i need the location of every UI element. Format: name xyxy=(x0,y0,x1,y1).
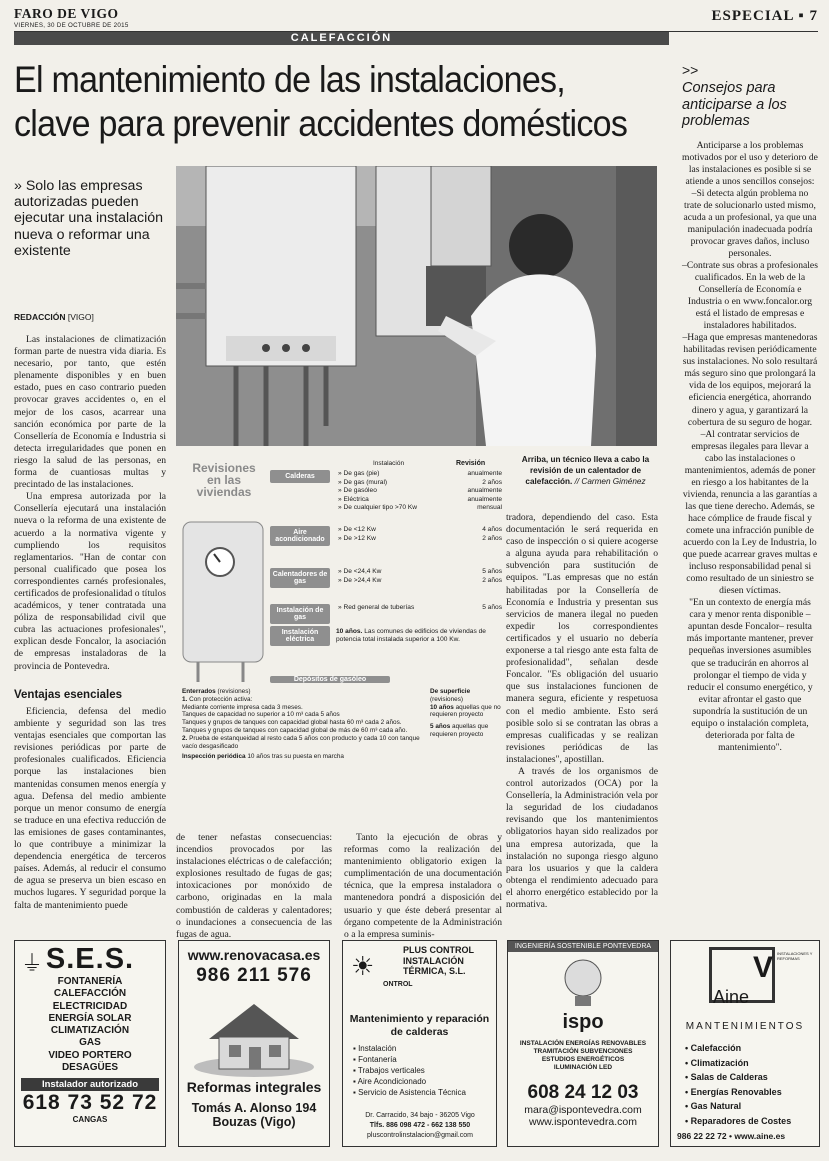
aine-web: www.aine.es xyxy=(734,1131,786,1141)
row-bullet: » xyxy=(338,534,344,542)
aine-service: Energías Renovables xyxy=(690,1086,782,1097)
special-label: ESPECIAL xyxy=(711,8,794,24)
title-line-2: clave para prevenir accidentes domésticos xyxy=(14,103,628,144)
sidebar-paragraph: "En un contexto de energía más cara y menor renta disponible –apuntan desde Foncalor– resulta más importante mantener, prever pequeñas inversiones asumibles que se traducirán en ahorros al prolongar el tiempo de vida y reducir el consumo energético, y evitar afrontar el gasto que supondría la sustitución de un equipo o instalación completa, deteriorada por falta de mantenimiento". xyxy=(686,597,814,753)
electric-period: 10 años. xyxy=(336,628,363,635)
article-title xyxy=(14,58,676,146)
ispo-services xyxy=(508,1040,658,1072)
plus-email: pluscontrolinstalacion@gmail.com xyxy=(367,1132,473,1139)
revision-group-name: Calentadores de gas xyxy=(270,568,330,588)
surface-2-text: aquellas que requieren proyecto xyxy=(430,723,489,738)
renova-address-1: Tomás A. Alonso 194 xyxy=(191,1101,317,1115)
ses-service: DESAGÜES xyxy=(61,1062,119,1074)
plus-name-2: INSTALACIÓN xyxy=(403,955,464,966)
revision-period: anualmente xyxy=(467,495,502,503)
plus-address: Dr. Carracido, 34 bajo - 36205 Vigo xyxy=(365,1112,475,1119)
ispo-logo: ispo xyxy=(562,1011,604,1033)
ispo-service: TRAMITACIÓN SUBVENCIONES xyxy=(533,1048,633,1055)
revision-installation: De gasóleo xyxy=(343,487,377,495)
ad-plus-control xyxy=(342,940,497,1147)
ad-renovacasa xyxy=(178,940,330,1147)
article-column-5 xyxy=(506,512,658,911)
section-bar: CALEFACCIÓN xyxy=(14,32,669,45)
revision-row xyxy=(338,470,502,478)
plus-service: Servicio de Asistencia Técnica xyxy=(358,1088,466,1097)
sidebar-paragraph: –Si detecta algún problema no trate de solucionarlo usted mismo, acuda a un profesional, ya que una manipulación inadecuada podría provocar graves daños, incluso personales. xyxy=(683,187,817,259)
revision-installation: De cualquier tipo >70 Kw xyxy=(343,504,417,512)
photo-caption xyxy=(514,455,657,487)
revision-installation: De <24,4 Kw xyxy=(343,568,382,575)
aine-service: Salas de Calderas xyxy=(690,1072,768,1082)
paragraph: Las instalaciones de climatización forman parte de nuestra vida diaria. Es necesario, por tanto, que estén plenamente disponibles y en buen estado, pues en caso contrario pueden provocar graves accidentes o, en el mejor de los casos, acarrear una sanción económica por parte de la Consellería de Economía e Industria si detecta irregularidades que ponen en riesgo la salud de las personas, en forma de cuantiosas multas y precintado de las instalaciones. xyxy=(14,334,166,491)
ses-name: S.E.S. xyxy=(45,943,135,975)
revision-row xyxy=(338,577,502,585)
ses-service: CLIMATIZACIÓN xyxy=(50,1025,130,1037)
revision-row xyxy=(338,496,502,504)
electric-description: Las comunes de edificios de viviendas de potencia total instalada superior a 100 Kw. xyxy=(336,628,486,643)
revision-row xyxy=(338,479,502,487)
ispo-phone: 608 24 12 03 xyxy=(527,1082,639,1103)
renova-address-2: Bouzas (Vigo) xyxy=(212,1115,296,1129)
revision-row xyxy=(338,526,502,534)
plus-name-3: TÉRMICA, S.L. xyxy=(403,966,466,976)
plus-service: Instalación xyxy=(358,1044,397,1053)
row-bullet: » xyxy=(338,604,344,611)
buried-line: Tanques de capacidad no superior a 10 m³ cada 5 años xyxy=(182,711,340,719)
ses-service: FONTANERÍA xyxy=(57,976,123,987)
aine-subtitle: MANTENIMIENTOS xyxy=(685,1021,805,1032)
revision-installation: De >24,4 Kw xyxy=(343,576,382,584)
ses-city: CANGAS xyxy=(72,1115,108,1125)
revision-installation: De <12 Kw xyxy=(343,526,376,533)
boiler-icon xyxy=(178,492,268,682)
plus-service: Aire Acondicionado xyxy=(357,1077,427,1086)
plus-contact xyxy=(345,1111,495,1141)
revision-installation: Eléctrica xyxy=(343,495,369,503)
plus-name xyxy=(403,945,474,977)
revision-group-name: Aire acondicionado xyxy=(270,526,330,546)
page-header xyxy=(14,6,818,32)
plus-tagline: Mantenimiento y reparación de calderas xyxy=(349,1013,490,1038)
photo-illustration xyxy=(176,166,657,446)
publication-date: VIERNES, 30 DE OCTUBRE DE 2015 xyxy=(14,22,129,29)
ad-aine xyxy=(670,940,820,1147)
paragraph: A través de los organismos de control autorizados (OCA) por la Consellería, la Administración vela por la seguridad de los ciudadanos revisando que los mantenimientos obligatorios hayan sido realizados por una empresa autorizada, que la instalación no suponga riesgo alguno para los usuarios y que la caldera obtenga el rendimiento adecuado para el ahorro energético establecido por la normativa. xyxy=(506,765,658,910)
ses-service: ELECTRICIDAD xyxy=(52,1000,128,1012)
renova-phone: 986 211 576 xyxy=(196,965,312,986)
revision-installation: Red general de tuberías xyxy=(343,604,415,611)
buried-1-head: Con protección activa: xyxy=(189,695,253,703)
ses-service: GAS xyxy=(79,1037,101,1049)
lightbulb-icon xyxy=(553,956,613,1012)
byline-name: REDACCIÓN xyxy=(14,312,66,322)
revision-period: 2 años xyxy=(482,576,502,584)
paragraph: Una empresa autorizada por la Consellería ejecutará una instalación nueva o la reforma de una existente de acuerdo a la normativa vigente y cumpliendo los requisitos reglamentarios. "Han de contar con personal cualificado que posea los correspondientes carnés profesionales, certificados de profesionalidad o títulos académicos, y tener contratada una póliza de responsabilidad civil que cubra las actuaciones profesionales", explican desde Foncalor, la asociación de empresas instaladoras de la provincia de Pontevedra. xyxy=(14,491,166,672)
infographic-title: Revisiones en las viviendas xyxy=(192,461,256,499)
aine-service: Calefacción xyxy=(690,1043,742,1053)
revision-row xyxy=(338,487,502,495)
flame-icon: ☀ xyxy=(351,951,375,981)
aine-v-mark: V xyxy=(753,951,774,984)
buried-1-num: 1. xyxy=(182,695,188,703)
row-bullet: » xyxy=(338,576,344,584)
buried-tanks xyxy=(182,688,422,761)
ispo-header: INGENIERÍA SOSTENIBLE PONTEVEDRA xyxy=(508,941,658,952)
ispo-web: www.ispontevedra.com xyxy=(529,1116,637,1128)
revision-period: 2 años xyxy=(482,478,502,486)
revision-period: 2 años xyxy=(482,534,502,542)
revisions-infographic xyxy=(178,456,504,816)
row-bullet: » xyxy=(338,568,344,575)
surface-title: De superficie xyxy=(430,688,471,695)
revision-row xyxy=(338,568,502,576)
buried-2-num: 2. xyxy=(182,734,188,742)
tanks-title: Depósitos de gasóleo xyxy=(270,676,390,683)
col-revision-header: Revisión xyxy=(456,460,486,467)
buried-line: Mediante corriente impresa cada 3 meses. xyxy=(182,703,303,711)
revision-installation: De >12 Kw xyxy=(343,534,376,542)
paragraph: tradora, dependiendo del caso. Esta documentación le será requerida en caso de inspección o si quiere acogerse a alguna ayuda para rehabilitación o subvención para sustitución de equipos. "Las empresas que no están habilitadas por la Consellería de Economía e Industria y presentan sus servicios de manera ilegal no pueden expedir los correspondientes certificados y el usuario no debería exponerse a tal riesgo ante esta falta de profesionalidad", señalan desde Foncalor. "Es obligación del usuario que sus instalaciones funcionen de manera segura, eficiente y respetuosa con el medio ambiente. Esto será posible solo si se contratan las obras a empresas cualificadas y se realizan revisiones periódicas de las instalaciones", apostillan. xyxy=(506,512,658,765)
aine-service: Reparadores de Costes xyxy=(690,1115,792,1126)
publication-name: FARO DE VIGO xyxy=(14,6,119,21)
aine-tagline: INSTALACIONES Y REFORMAS xyxy=(777,951,813,961)
surface-1-period: 10 años xyxy=(430,703,454,711)
row-bullet: » xyxy=(338,470,344,477)
article-column-1b xyxy=(14,706,166,912)
revision-row xyxy=(338,504,502,512)
revision-period: mensual xyxy=(477,504,502,512)
surface-tanks xyxy=(430,688,502,739)
row-bullet: » xyxy=(338,504,344,512)
aine-phone: 986 22 22 72 xyxy=(677,1131,727,1141)
aine-logo: Aine xyxy=(713,987,750,1007)
technician-photo xyxy=(176,166,657,446)
sidebar-arrows: >> xyxy=(682,62,699,78)
plus-service: Trabajos verticales xyxy=(357,1066,425,1075)
revision-installation: De gas (mural) xyxy=(343,478,388,486)
sidebar-paragraph: Anticiparse a los problemas motivados por el uso y deterioro de las instalaciones es posible si se atiende a unos sencillos consejos: xyxy=(682,139,818,187)
sidebar-tips xyxy=(682,62,818,754)
row-bullet: » xyxy=(338,526,344,533)
surface-sub: (revisiones) xyxy=(430,695,464,703)
periodic-text: 10 años tras su puesta en marcha xyxy=(247,753,344,761)
ispo-service: INSTALACIÓN ENERGÍAS RENOVABLES xyxy=(519,1040,647,1047)
plus-phones: Tlfs. 886 098 472 - 662 138 550 xyxy=(369,1122,471,1129)
revision-row xyxy=(338,604,502,612)
paragraph: de tener nefastas consecuencias: incendios provocados por las instalaciones eléctricas o de calefacción; explosiones resultado de fugas de gas; intoxicaciones por monóxido de carbono, originadas en la mala combustión de calderas y calentadores; o inundaciones a consecuencia de las fugas de agua. xyxy=(176,832,332,940)
revision-period: 5 años xyxy=(482,604,502,611)
buried-2-text: Prueba de estanqueidad al resto cada 5 años con producto y cada 10 con tanque vacío desgasificado xyxy=(182,734,420,750)
renova-web: www.renovacasa.es xyxy=(187,947,321,963)
aine-service: Climatización xyxy=(690,1057,749,1068)
col-installation-header: Instalación xyxy=(373,460,405,467)
sidebar-paragraph: –Al contratar servicios de empresas ilegales para llevar a cabo las instalaciones o mantenimientos, además de poner en riesgo a los habitantes de la vivienda, renuncia a las garantías a las que tiene derecho. Además, se hace cómplice de fraude fiscal y comete una infracción punible de acuerdo con la Ley de Industria, lo que puede acarrear graves multas e incluso responsabilidad penal si como resultado de un siniestro se diesen víctimas. xyxy=(682,428,818,597)
revision-group xyxy=(270,568,502,598)
plus-service: Fontanería xyxy=(358,1055,397,1064)
revision-group-name: Calderas xyxy=(270,470,330,483)
subheading: Ventajas esenciales xyxy=(14,689,123,701)
aine-contact: 986 22 22 72 • www.aine.es xyxy=(677,1131,786,1141)
aine-service: Gas Natural xyxy=(690,1101,742,1111)
special-section-label: ESPECIAL ▪ 7 xyxy=(711,8,818,24)
article-column-3 xyxy=(176,832,332,941)
revision-installation: De gas (pie) xyxy=(343,470,380,477)
electric-text xyxy=(336,628,486,644)
ses-badge: Instalador autorizado xyxy=(21,1078,159,1091)
revision-period: anualmente xyxy=(467,487,502,495)
surface-1-text: aquellas que no requieren proyecto xyxy=(430,703,501,719)
group-electric: Instalación eléctrica xyxy=(270,626,330,646)
ispo-service: ILUMINACIÓN LED xyxy=(553,1064,613,1071)
plus-name-1: PLUS CONTROL xyxy=(403,945,474,955)
buried-line: Tanques y grupos de tanques con capacidad global hasta 60 m³ cada 2 años. xyxy=(182,719,402,727)
caption-text: Arriba, un técnico lleva a cabo la revisión de un calentador de calefacción. xyxy=(521,455,650,486)
byline-place: [VIGO] xyxy=(67,312,94,322)
paragraph: Tanto la ejecución de obras y reformas como la realización del mantenimiento obligatorio exigen la cumplimentación de una documentación técnica, que la empresa instaladora o mantenedora pondrá a disposición del usuario y que éste deberá presentar al órgano competente de la Administración o a la empresa suminis- xyxy=(344,832,502,940)
revision-row xyxy=(338,535,502,543)
plus-logo-word: ONTROL xyxy=(383,981,413,988)
page-number: 7 xyxy=(809,8,818,24)
row-bullet: » xyxy=(338,495,344,503)
ses-services xyxy=(15,976,165,1074)
paragraph: Eficiencia, defensa del medio ambiente y seguridad son las tres ventajas esenciales que comportan las revisiones periódicas por parte de profesionales cualificados. Eficiencia porque las instalaciones bien mantenidas consumen menos energía y agua. Defensa del medio ambiente porque un menor consumo de energía se traduce en una efectiva reducción de las emisiones de gases contaminantes, lo que contribuye a minimizar la dependencia energética de terceros países. Además, al reducir el consumo de agua se preserva un bien escaso en muchos lugares. Y seguridad porque la falta de mantenimiento puede xyxy=(14,706,166,911)
periodic-title: Inspección periódica xyxy=(182,753,246,761)
caption-author: // Carmen Giménez xyxy=(574,476,646,486)
revision-period: 4 años xyxy=(482,526,502,533)
ses-service: CALEFACCIÓN xyxy=(53,988,127,1000)
revision-group xyxy=(270,470,502,522)
buried-sub: (revisiones) xyxy=(217,688,251,695)
revision-group xyxy=(270,526,502,562)
title-line-1: El mantenimiento de las instalaciones, xyxy=(14,59,566,100)
renova-slogan: Reformas integrales xyxy=(186,1079,322,1095)
revision-period: anualmente xyxy=(467,470,502,477)
article-column-4 xyxy=(344,832,502,941)
surface-2-period: 5 años xyxy=(430,723,451,731)
row-bullet: » xyxy=(338,478,344,486)
article-lead: » Solo las empresas autorizadas pueden ejecutar una instalación nueva o reformar una existente xyxy=(14,178,164,259)
ispo-email: mara@ispontevedra.com xyxy=(524,1104,642,1116)
ses-phone: 618 73 52 72 xyxy=(22,1091,158,1115)
revision-group-name: Instalación de gas xyxy=(270,604,330,624)
buried-title: Enterrados xyxy=(182,688,216,695)
ses-service: ENERGÍA SOLAR xyxy=(48,1012,132,1024)
row-bullet: » xyxy=(338,487,344,495)
ad-ses xyxy=(14,940,166,1147)
aine-services: • Calefacción • Climatización • Salas de Calderas • Energías Renovables • Gas Natural • Reparadores de Costes xyxy=(685,1043,792,1126)
sidebar-paragraph: –Haga que empresas mantenedoras habilitadas revisen periódicamente sus instalaciones. No solo resultará más seguro sino que prolongará la vida de los equipos, mejorará la eficiencia energética, ahorrando dinero y agua, y garantizará la cobertura de su seguro de hogar. xyxy=(682,332,818,428)
byline xyxy=(14,312,94,322)
ispo-service: ESTUDIOS ENERGÉTICOS xyxy=(541,1056,625,1063)
ses-service: VIDEO PORTERO xyxy=(48,1049,132,1061)
article-column-1 xyxy=(14,334,166,673)
ad-ispo xyxy=(507,940,659,1147)
plug-icon: ⏚ xyxy=(21,951,44,976)
plus-services: ▪ Instalación ▪ Fontanería ▪ Trabajos verticales ▪ Aire Acondicionado ▪ Servicio de Asistencia Técnica xyxy=(353,1044,466,1097)
buried-line: Tanques y grupos de tanques con capacidad global de más de 60 m³ cada año. xyxy=(182,726,408,734)
revision-period: 5 años xyxy=(482,568,502,575)
sidebar-paragraph: –Contrate sus obras a profesionales cualificados. En la web de la Consellería de Economía e Industria o en www.foncalor.org está el listado de empresas e instaladores habilitados. xyxy=(682,259,818,332)
sidebar-title: Consejos para anticiparse a los problemas xyxy=(682,80,787,129)
house-icon xyxy=(179,989,329,1079)
